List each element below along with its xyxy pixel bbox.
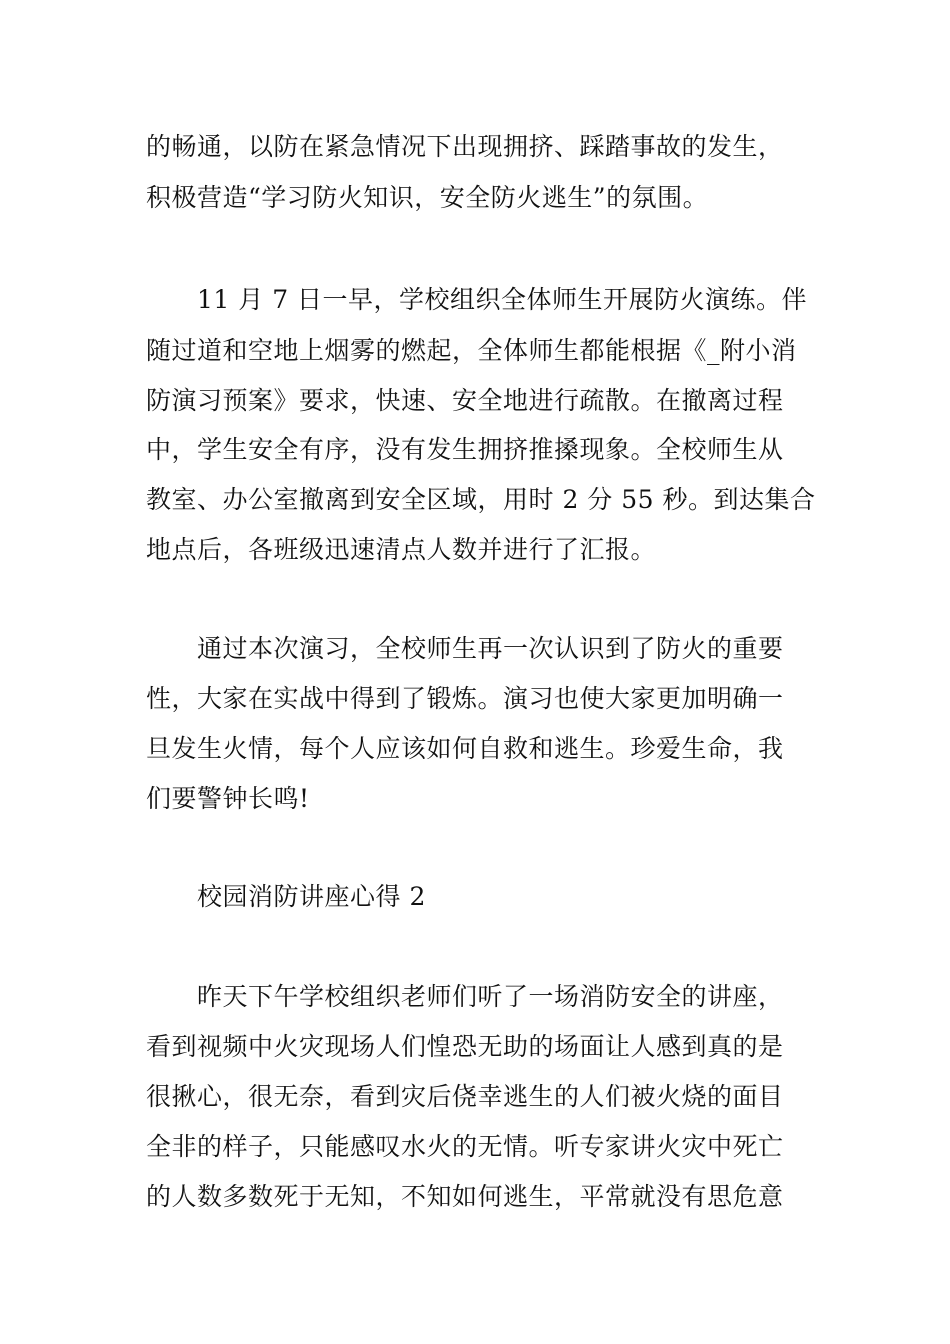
paragraph-5-line-1: 昨天下午学校组织老师们听了一场消防安全的讲座， xyxy=(197,982,784,1011)
paragraph-5-line-3: 很揪心，很无奈，看到灾后侥幸逃生的人们被火烧的面目 xyxy=(146,1082,784,1111)
paragraph-5-line-5: 的人数多数死于无知，不知如何逃生，平常就没有思危意 xyxy=(146,1182,784,1211)
paragraph-3-line-3: 旦发生火情，每个人应该如何自救和逃生。珍爱生命，我 xyxy=(146,734,784,763)
paragraph-2-line-4: 中，学生安全有序，没有发生拥挤推搡现象。全校师生从 xyxy=(146,435,784,464)
paragraph-5-line-4: 全非的样子，只能感叹水火的无情。听专家讲火灾中死亡 xyxy=(146,1132,784,1161)
paragraph-2-line-1: 11 月 7 日一早，学校组织全体师生开展防火演练。伴 xyxy=(197,285,808,314)
paragraph-2-line-5: 教室、办公室撤离到安全区域，用时 2 分 55 秒。到达集合 xyxy=(146,485,816,514)
paragraph-2-line-6: 地点后，各班级迅速清点人数并进行了汇报。 xyxy=(146,535,657,564)
paragraph-1-line-1: 的畅通，以防在紧急情况下出现拥挤、踩踏事故的发生， xyxy=(146,132,784,161)
paragraph-3-line-1: 通过本次演习，全校师生再一次认识到了防火的重要 xyxy=(197,634,784,663)
paragraph-1-line-2: 积极营造“学习防火知识，安全防火逃生”的氛围。 xyxy=(146,183,709,212)
paragraph-2-line-3: 防演习预案》要求，快速、安全地进行疏散。在撤离过程 xyxy=(146,386,784,415)
paragraph-5-line-2: 看到视频中火灾现场人们惶恐无助的场面让人感到真的是 xyxy=(146,1032,784,1061)
paragraph-2-line-2: 随过道和空地上烟雾的燃起，全体师生都能根据《_附小消 xyxy=(146,336,797,365)
paragraph-3-line-2: 性，大家在实战中得到了锻炼。演习也使大家更加明确一 xyxy=(146,684,784,713)
paragraph-3-line-4: 们要警钟长鸣! xyxy=(146,784,310,813)
section-heading: 校园消防讲座心得 2 xyxy=(197,882,426,911)
